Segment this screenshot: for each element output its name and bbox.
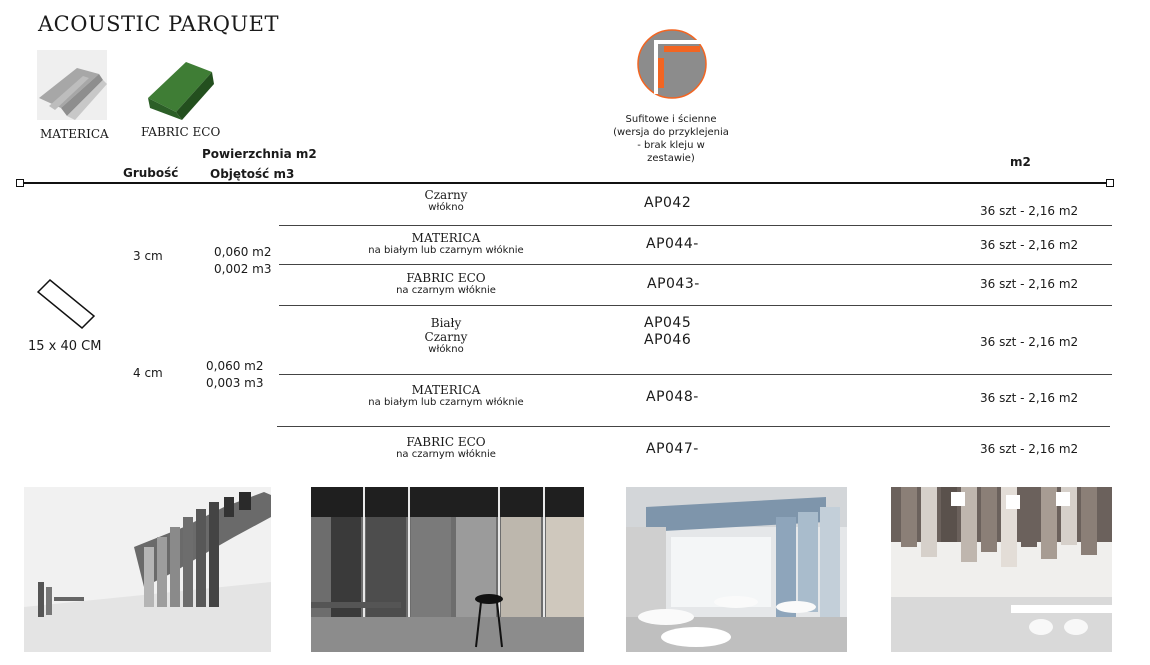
product-name: MATERICA — [411, 383, 481, 397]
page-title: ACOUSTIC PARQUET — [38, 12, 280, 36]
table-row — [346, 435, 546, 460]
table-row — [346, 231, 546, 256]
product-name: Czarny — [424, 330, 468, 344]
gray-parquet-panel-swatch — [37, 50, 107, 120]
thickness-4cm: 4 cm — [133, 366, 163, 380]
interior-photo-restaurant — [626, 487, 847, 652]
product-note: na czarnym włóknie — [396, 285, 496, 296]
product-note: na białym lub czarnym włóknie — [368, 397, 524, 408]
interior-photo-white-gallery — [24, 487, 271, 652]
table-row — [346, 188, 546, 213]
finish-label-materica: MATERICA — [40, 127, 109, 141]
divider-end-marker-left — [16, 179, 24, 187]
product-code: AP046 — [644, 332, 692, 348]
product-note: na czarnym włóknie — [396, 449, 496, 460]
table-row — [346, 271, 546, 296]
header-divider — [18, 182, 1114, 184]
pack-quantity: 36 szt - 2,16 m2 — [980, 204, 1079, 218]
ceiling-wall-install-icon — [636, 28, 708, 100]
product-name: Czarny — [424, 188, 468, 202]
product-code: AP042 — [644, 195, 692, 211]
green-fabric-panel-swatch — [146, 50, 216, 120]
finish-label-fabric-eco: FABRIC ECO — [141, 125, 221, 139]
product-note: włókno — [428, 344, 464, 355]
divider-end-marker-right — [1106, 179, 1114, 187]
size-label: 15 x 40 CM — [28, 339, 102, 354]
interior-photo-office — [891, 487, 1112, 652]
product-name: MATERICA — [411, 231, 481, 245]
row-divider — [277, 426, 1110, 427]
header-area: Powierzchnia m2 — [202, 147, 317, 161]
product-name: Biały — [430, 316, 462, 330]
row-divider — [279, 305, 1112, 306]
header-volume: Objętość m3 — [210, 167, 295, 181]
area-4cm: 0,060 m2 — [206, 359, 264, 373]
table-row — [346, 383, 546, 408]
product-code: AP045 — [644, 315, 692, 331]
product-note: na białym lub czarnym włóknie — [368, 245, 524, 256]
install-description: Sufitowe i ścienne (wersja do przyklejenia - brak kleju w zestawie) — [613, 114, 729, 164]
product-note: włókno — [428, 202, 464, 213]
header-m2: m2 — [1010, 155, 1031, 169]
pack-quantity: 36 szt - 2,16 m2 — [980, 238, 1079, 252]
product-name: FABRIC ECO — [406, 435, 486, 449]
volume-4cm: 0,003 m3 — [206, 376, 264, 390]
product-code: AP044- — [646, 236, 699, 252]
area-3cm: 0,060 m2 — [214, 245, 272, 259]
pack-quantity: 36 szt - 2,16 m2 — [980, 391, 1079, 405]
table-row — [346, 316, 546, 355]
product-code: AP048- — [646, 389, 699, 405]
product-code: AP047- — [646, 441, 699, 457]
interior-photo-dark-lounge — [311, 487, 584, 652]
product-name: FABRIC ECO — [406, 271, 486, 285]
pack-quantity: 36 szt - 2,16 m2 — [980, 442, 1079, 456]
thickness-3cm: 3 cm — [133, 249, 163, 263]
rectangular-tile-outline-icon — [36, 276, 96, 332]
pack-quantity: 36 szt - 2,16 m2 — [980, 277, 1079, 291]
pack-quantity: 36 szt - 2,16 m2 — [980, 335, 1079, 349]
row-divider — [279, 225, 1112, 226]
product-code: AP043- — [647, 276, 700, 292]
volume-3cm: 0,002 m3 — [214, 262, 272, 276]
row-divider — [279, 264, 1112, 265]
row-divider — [279, 374, 1112, 375]
header-thickness: Grubość — [123, 166, 179, 180]
